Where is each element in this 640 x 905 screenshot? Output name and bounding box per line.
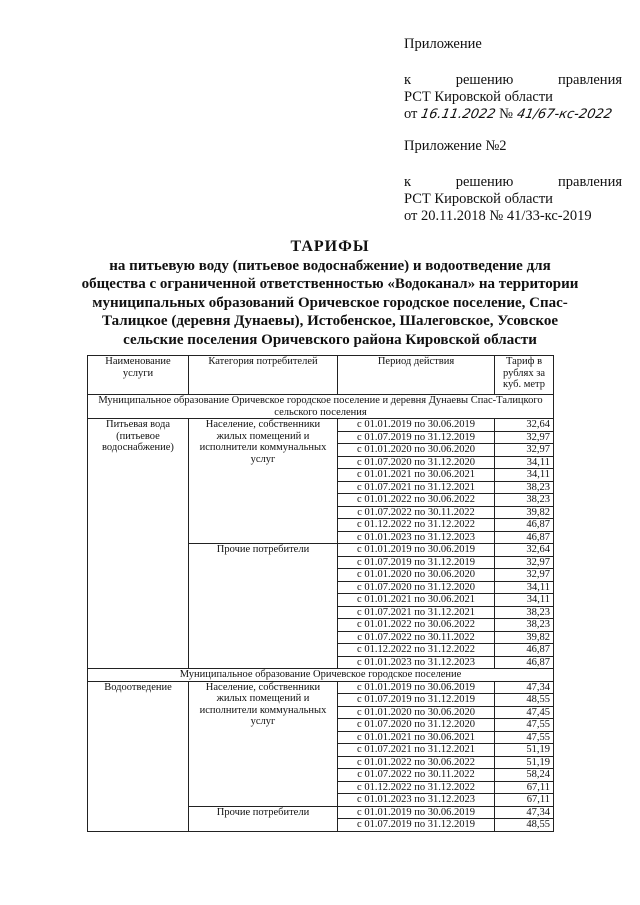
tariff-cell: 47,55: [495, 719, 554, 732]
tariff-cell: 38,23: [495, 494, 554, 507]
annex-old-ref: от 20.11.2018 № 41/33-кс-2019: [404, 208, 592, 224]
handwritten-number: 41/67-кс-2022: [515, 107, 613, 122]
tariff-cell: 46,87: [495, 644, 554, 657]
tariff-cell: 67,11: [495, 781, 554, 794]
period-cell: с 01.07.2020 по 31.12.2020: [338, 581, 495, 594]
title-line: муниципальных образований Оричевское городское поселение, Спас-: [92, 294, 568, 311]
period-cell: с 01.07.2021 по 31.12.2021: [338, 744, 495, 757]
table-header-row: [88, 356, 554, 395]
header-tariff: Тариф в рублях за куб. метр: [495, 356, 554, 395]
section-row: [88, 669, 554, 682]
title-heading: ТАРИФЫ: [290, 238, 370, 255]
header-category: Категория потребителей: [189, 356, 338, 395]
category-cell: Население, собственники жилых помещений и исполнители коммунальных услуг: [189, 681, 338, 806]
tariff-cell: 46,87: [495, 656, 554, 669]
tariff-cell: 32,97: [495, 556, 554, 569]
tariff-cell: 47,34: [495, 806, 554, 819]
period-cell: с 01.12.2022 по 31.12.2022: [338, 644, 495, 657]
period-cell: с 01.07.2019 по 31.12.2019: [338, 431, 495, 444]
period-cell: с 01.01.2023 по 31.12.2023: [338, 794, 495, 807]
period-cell: с 01.01.2019 по 30.06.2019: [338, 544, 495, 557]
period-cell: с 01.01.2021 по 30.06.2021: [338, 594, 495, 607]
period-cell: с 01.01.2020 по 30.06.2020: [338, 569, 495, 582]
title-line: общества с ограниченной ответственностью «Водоканал» на территории: [81, 276, 579, 292]
tariff-cell: 46,87: [495, 531, 554, 544]
tariff-cell: 32,97: [495, 569, 554, 582]
period-cell: с 01.01.2019 по 30.06.2019: [338, 681, 495, 694]
tariff-cell: 32,64: [495, 544, 554, 557]
period-cell: с 01.01.2019 по 30.06.2019: [338, 806, 495, 819]
annex-block: [404, 36, 622, 225]
header-period: Период действия: [338, 356, 495, 395]
tariff-cell: 32,97: [495, 444, 554, 457]
tariff-cell: 47,45: [495, 706, 554, 719]
period-cell: с 01.01.2020 по 30.06.2020: [338, 706, 495, 719]
tariff-cell: 39,82: [495, 506, 554, 519]
period-cell: с 01.01.2022 по 30.06.2022: [338, 756, 495, 769]
period-cell: с 01.07.2022 по 30.11.2022: [338, 631, 495, 644]
period-cell: с 01.01.2023 по 31.12.2023: [338, 531, 495, 544]
tariff-cell: 34,11: [495, 469, 554, 482]
title-line: на питьевую воду (питьевое водоснабжение) и водоотведение для: [109, 257, 551, 274]
tariff-cell: 39,82: [495, 631, 554, 644]
tariff-cell: 34,11: [495, 456, 554, 469]
tariff-cell: 67,11: [495, 794, 554, 807]
tariff-cell: 32,64: [495, 419, 554, 432]
period-cell: с 01.01.2022 по 30.06.2022: [338, 494, 495, 507]
period-cell: с 01.01.2022 по 30.06.2022: [338, 619, 495, 632]
period-cell: с 01.01.2020 по 30.06.2020: [338, 444, 495, 457]
table-row: [88, 681, 554, 694]
period-cell: с 01.01.2021 по 30.06.2021: [338, 731, 495, 744]
annex-date-line: от 16.11.2022 № 41/67-кс-2022: [404, 106, 613, 122]
category-cell: Прочие потребители: [189, 806, 338, 831]
section-row: [88, 395, 554, 419]
period-cell: с 01.07.2021 по 31.12.2021: [338, 481, 495, 494]
annex-org-2: РСТ Кировской области: [404, 191, 553, 207]
tariff-cell: 34,11: [495, 581, 554, 594]
period-cell: с 01.12.2022 по 31.12.2022: [338, 519, 495, 532]
period-cell: с 01.07.2021 по 31.12.2021: [338, 606, 495, 619]
annex-title-2: Приложение №2: [404, 138, 507, 154]
tariff-cell: 47,55: [495, 731, 554, 744]
section-title: Муниципальное образование Оричевское городское поселение: [88, 669, 554, 682]
service-cell: Водоотведение: [88, 681, 189, 831]
annex-title: Приложение: [404, 36, 482, 52]
annex-ref-line-2: к решению правления: [404, 174, 622, 190]
service-cell: Питьевая вода (питьевое водоснабжение): [88, 419, 189, 669]
tariff-table: [87, 355, 554, 832]
tariff-cell: 38,23: [495, 481, 554, 494]
title-line: Талицкое (деревня Дунаевы), Истобенское, Шалеговское, Усовское: [102, 313, 558, 329]
tariff-cell: 32,97: [495, 431, 554, 444]
tariff-cell: 51,19: [495, 756, 554, 769]
tariff-cell: 51,19: [495, 744, 554, 757]
period-cell: с 01.01.2019 по 30.06.2019: [338, 419, 495, 432]
period-cell: с 01.01.2021 по 30.06.2021: [338, 469, 495, 482]
document-title: [80, 238, 580, 349]
category-cell: Население, собственники жилых помещений и исполнители коммунальных услуг: [189, 419, 338, 544]
period-cell: с 01.12.2022 по 31.12.2022: [338, 781, 495, 794]
tariff-cell: 38,23: [495, 606, 554, 619]
tariff-cell: 34,11: [495, 594, 554, 607]
tariff-cell: 58,24: [495, 769, 554, 782]
period-cell: с 01.07.2020 по 31.12.2020: [338, 456, 495, 469]
header-service: Наименование услуги: [88, 356, 189, 395]
category-cell: Прочие потребители: [189, 544, 338, 669]
handwritten-date: 16.11.2022: [419, 107, 497, 122]
section-title: Муниципальное образование Оричевское городское поселение и деревня Дунаевы Спас-Талицкого сельского поселения: [88, 395, 554, 419]
period-cell: с 01.07.2019 по 31.12.2019: [338, 819, 495, 832]
tariff-cell: 46,87: [495, 519, 554, 532]
tariff-cell: 48,55: [495, 819, 554, 832]
period-cell: с 01.07.2019 по 31.12.2019: [338, 694, 495, 707]
tariff-cell: 38,23: [495, 619, 554, 632]
annex-ref-line: к решению правления: [404, 72, 622, 88]
tariff-cell: 47,34: [495, 681, 554, 694]
period-cell: с 01.07.2020 по 31.12.2020: [338, 719, 495, 732]
table-row: [88, 419, 554, 432]
period-cell: с 01.07.2022 по 30.11.2022: [338, 506, 495, 519]
annex-org: РСТ Кировской области: [404, 89, 553, 105]
period-cell: с 01.07.2019 по 31.12.2019: [338, 556, 495, 569]
period-cell: с 01.01.2023 по 31.12.2023: [338, 656, 495, 669]
title-line: сельские поселения Оричевского района Кировской области: [123, 331, 537, 348]
tariff-cell: 48,55: [495, 694, 554, 707]
period-cell: с 01.07.2022 по 30.11.2022: [338, 769, 495, 782]
